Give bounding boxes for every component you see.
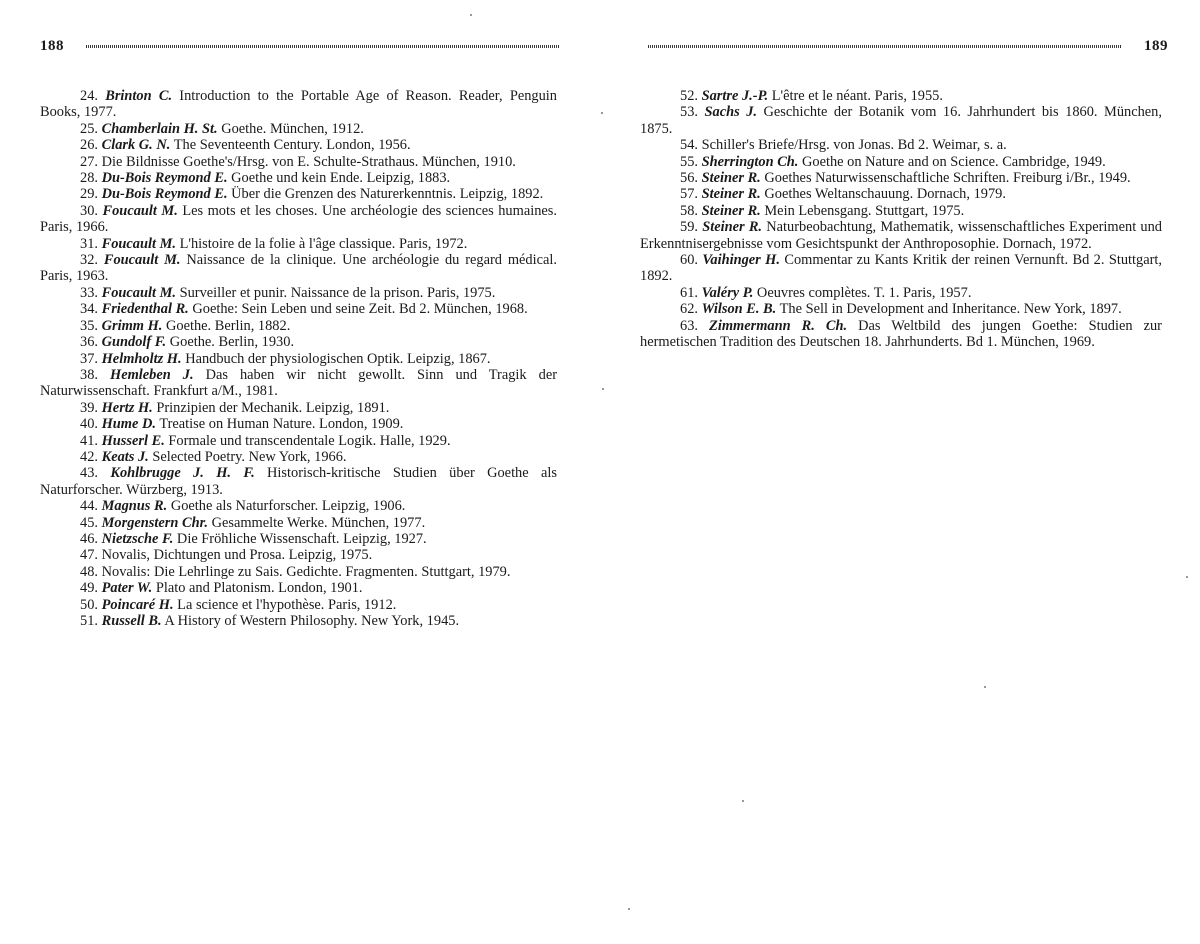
entry-text: Treatise on Human Nature. London, 1909.	[159, 416, 404, 433]
entry-text: Das Weltbild des jungen Goethe: Studien zur hermetischen Tradition des Deutschen 18. Jahrhunderts. Bd 1. München, 1969.	[640, 317, 1162, 351]
entry-number: 49.	[80, 580, 98, 597]
bibliography-entry	[640, 104, 1162, 137]
entry-number: 45.	[80, 514, 98, 531]
entry-text: Prinzipien der Mechanik. Leipzig, 1891.	[156, 399, 390, 416]
entry-author: Brinton C.	[105, 88, 173, 104]
entry-author: Nietzsche F.	[101, 530, 174, 547]
bibliography-entry	[40, 515, 557, 531]
entry-number: 38.	[80, 366, 98, 383]
bibliography-entry	[640, 285, 1162, 301]
entry-text: Geschichte der Botanik vom 16. Jahrhundert bis 1860. München, 1875.	[640, 104, 1162, 137]
entry-author: Sartre J.-P.	[701, 88, 769, 104]
bibliography-list	[40, 88, 557, 629]
entry-number: 47.	[80, 547, 98, 564]
entry-author: Pater W.	[101, 580, 153, 597]
entry-number: 40.	[80, 416, 98, 433]
entry-text: Goethe on Nature and on Science. Cambridge, 1949.	[802, 153, 1106, 170]
bibliography-entry	[40, 564, 557, 580]
entry-text: L'histoire de la folie à l'âge classique. Paris, 1972.	[179, 235, 468, 252]
scan-speck	[628, 908, 630, 910]
entry-text: Formale und transcendentale Logik. Halle, 1929.	[168, 432, 451, 449]
bibliography-entry	[640, 203, 1162, 219]
entry-number: 50.	[80, 596, 98, 613]
header-rule	[648, 45, 1122, 48]
bibliography-entry	[40, 498, 557, 514]
entry-text: Goethes Naturwissenschaftliche Schriften. Freiburg i/Br., 1949.	[764, 170, 1131, 187]
entry-text: Goethe und kein Ende. Leipzig, 1883.	[231, 170, 451, 187]
entry-text: Naissance de la clinique. Une archéologie du regard médical. Paris, 1963.	[40, 252, 557, 285]
entry-author: Friedenthal R.	[101, 301, 189, 318]
bibliography-entry	[40, 580, 557, 596]
bibliography-entry	[640, 318, 1162, 351]
page-number: 189	[1144, 38, 1168, 54]
bibliography-entry	[640, 154, 1162, 170]
entry-author: Foucault M.	[102, 202, 178, 219]
entry-text: L'être et le néant. Paris, 1955.	[771, 88, 943, 104]
entry-number: 30.	[80, 202, 98, 219]
bibliography-entry	[40, 236, 557, 252]
scan-speck	[601, 112, 603, 114]
entry-text: Über die Grenzen des Naturerkenntnis. Leipzig, 1892.	[231, 186, 544, 203]
entry-text: Goethes Weltanschauung. Dornach, 1979.	[764, 186, 1006, 203]
entry-number: 59.	[680, 219, 698, 236]
bibliography-entry	[40, 186, 557, 202]
page-number: 188	[40, 38, 64, 54]
bibliography-entry	[40, 613, 557, 629]
entry-text: Commentar zu Kants Kritik der reinen Vernunft. Bd 2. Stuttgart, 1892.	[640, 252, 1162, 285]
header-rule	[86, 45, 560, 48]
bibliography-entry	[40, 531, 557, 547]
entry-number: 57.	[680, 186, 698, 203]
entry-author: Valéry P.	[701, 284, 754, 301]
entry-author: Hertz H.	[101, 399, 153, 416]
entry-number: 28.	[80, 170, 98, 187]
entry-text: Handbuch der physiologischen Optik. Leipzig, 1867.	[185, 350, 491, 367]
entry-author: Steiner R.	[701, 202, 761, 219]
entry-author: Husserl E.	[101, 432, 165, 449]
entry-text: Plato and Platonism. London, 1901.	[155, 580, 363, 597]
entry-number: 55.	[680, 153, 698, 170]
bibliography-entry	[40, 351, 557, 367]
bibliography-entry	[640, 88, 1162, 104]
entry-author: Steiner R.	[701, 186, 761, 203]
entry-number: 32.	[80, 252, 98, 269]
entry-author: Wilson E. B.	[701, 301, 777, 318]
entry-text: La science et l'hypothèse. Paris, 1912.	[177, 596, 397, 613]
entry-number: 62.	[680, 301, 698, 318]
entry-number: 39.	[80, 399, 98, 416]
entry-number: 58.	[680, 202, 698, 219]
entry-number: 29.	[80, 186, 98, 203]
entry-number: 60.	[680, 252, 698, 269]
entry-text: Gesammelte Werke. München, 1977.	[211, 514, 426, 531]
entry-number: 61.	[680, 284, 698, 301]
bibliography-entry	[40, 88, 557, 121]
entry-number: 56.	[680, 170, 698, 187]
entry-text: Selected Poetry. New York, 1966.	[152, 448, 347, 465]
entry-text: Naturbeobachtung, Mathematik, wissenschaftliches Experiment und Erkenntnisergebnisse vom Gesichtspunkt der Anthroposophie. Dornach, 1972.	[640, 219, 1162, 252]
right-page	[600, 0, 1200, 944]
bibliography-entry	[640, 186, 1162, 202]
bibliography-entry	[40, 121, 557, 137]
entry-text: Novalis: Die Lehrlinge zu Sais. Gedichte. Fragmenten. Stuttgart, 1979.	[101, 563, 511, 580]
scan-speck	[602, 388, 604, 390]
entry-text: Die Fröhliche Wissenschaft. Leipzig, 1927.	[176, 530, 427, 547]
bibliography-entry	[40, 449, 557, 465]
bibliography-list	[640, 88, 1162, 351]
entry-author: Magnus R.	[101, 498, 168, 515]
entry-author: Sherrington Ch.	[701, 153, 799, 170]
entry-text: Historisch-kritische Studien über Goethe als Naturforscher. Würzberg, 1913.	[40, 465, 557, 498]
entry-text: Surveiller et punir. Naissance de la prison. Paris, 1975.	[179, 284, 496, 301]
bibliography-entry	[40, 154, 557, 170]
bibliography-entry	[640, 170, 1162, 186]
bibliography-entry	[40, 416, 557, 432]
entry-author: Morgenstern Chr.	[101, 514, 208, 531]
entry-number: 48.	[80, 563, 98, 580]
bibliography-entry	[40, 252, 557, 285]
entry-text: Goethe. München, 1912.	[221, 120, 364, 137]
entry-number: 27.	[80, 153, 98, 170]
entry-number: 63.	[680, 317, 698, 334]
entry-number: 44.	[80, 498, 98, 515]
entry-author: Helmholtz H.	[101, 350, 182, 367]
entry-author: Foucault M.	[103, 252, 181, 269]
bibliography-entry	[40, 367, 557, 400]
bibliography-entry	[40, 170, 557, 186]
entry-author: Du-Bois Reymond E.	[101, 170, 228, 187]
bibliography-entry	[40, 334, 557, 350]
entry-author: Sachs J.	[704, 104, 757, 121]
entry-author: Vaihinger H.	[702, 252, 780, 269]
bibliography-entry	[40, 318, 557, 334]
bibliography-entry	[40, 433, 557, 449]
entry-number: 26.	[80, 137, 98, 154]
entry-text: The Sell in Development and Inheritance. New York, 1897.	[779, 301, 1122, 318]
bibliography-entry	[40, 137, 557, 153]
left-page-header	[40, 38, 560, 60]
entry-text: Novalis, Dichtungen und Prosa. Leipzig, 1975.	[101, 547, 373, 564]
entry-number: 36.	[80, 334, 98, 351]
entry-text: Oeuvres complètes. T. 1. Paris, 1957.	[756, 284, 972, 301]
bibliography-entry	[640, 219, 1162, 252]
entry-author: Zimmermann R. Ch.	[709, 317, 848, 334]
bibliography-entry	[640, 252, 1162, 285]
entry-author: Gundolf F.	[101, 334, 167, 351]
entry-number: 34.	[80, 301, 98, 318]
scan-speck	[1186, 576, 1188, 578]
entry-number: 42.	[80, 448, 98, 465]
entry-author: Keats J.	[101, 448, 149, 465]
entry-number: 51.	[80, 613, 98, 629]
right-page-header	[648, 38, 1168, 60]
bibliography-entry	[40, 301, 557, 317]
entry-author: Steiner R.	[702, 219, 763, 236]
entry-author: Foucault M.	[101, 284, 176, 301]
entry-text: Mein Lebensgang. Stuttgart, 1975.	[764, 202, 965, 219]
entry-number: 33.	[80, 284, 98, 301]
entry-text: Das haben wir nicht gewollt. Sinn und Tragik der Naturwissenschaft. Frankfurt a/M., 1981.	[40, 366, 558, 400]
entry-number: 25.	[80, 120, 98, 137]
bibliography-entry	[40, 203, 557, 236]
entry-number: 53.	[680, 104, 698, 121]
entry-number: 35.	[80, 317, 98, 334]
entry-author: Foucault M.	[101, 235, 176, 252]
bibliography-entry	[640, 137, 1162, 153]
entry-author: Clark G. N.	[101, 137, 171, 154]
entry-author: Steiner R.	[701, 170, 761, 187]
entry-author: Poincaré H.	[101, 596, 174, 613]
scan-speck	[742, 800, 744, 802]
entry-author: Kohlbrugge J. H. F.	[110, 465, 255, 482]
entry-author: Du-Bois Reymond E.	[101, 186, 228, 203]
entry-number: 37.	[80, 350, 98, 367]
entry-text: Goethe. Berlin, 1930.	[169, 334, 295, 351]
entry-author: Chamberlain H. St.	[101, 120, 218, 137]
entry-number: 43.	[80, 465, 98, 482]
entry-author: Hume D.	[101, 416, 156, 433]
entry-number: 46.	[80, 530, 98, 547]
entry-text: Goethe. Berlin, 1882.	[166, 317, 291, 334]
bibliography-entry	[40, 465, 557, 498]
entry-text: Introduction to the Portable Age of Reason. Reader, Penguin Books, 1977.	[40, 88, 557, 121]
entry-number: 54.	[680, 137, 698, 154]
scan-speck	[984, 686, 986, 688]
bibliography-entry	[640, 301, 1162, 317]
entry-number: 41.	[80, 432, 98, 449]
entry-number: 24.	[80, 88, 98, 104]
entry-number: 31.	[80, 235, 98, 252]
entry-text: Die Bildnisse Goethe's/Hrsg. von E. Schulte-Strathaus. München, 1910.	[101, 153, 516, 170]
bibliography-entry	[40, 597, 557, 613]
entry-author: Grimm H.	[101, 317, 163, 334]
entry-text: Goethe: Sein Leben und seine Zeit. Bd 2. München, 1968.	[192, 301, 528, 318]
bibliography-entry	[40, 285, 557, 301]
entry-author: Russell B.	[101, 613, 162, 629]
entry-number: 52.	[680, 88, 698, 104]
bibliography-entry	[40, 547, 557, 563]
scan-speck	[470, 14, 472, 16]
entry-author: Hemleben J.	[110, 366, 194, 383]
entry-text: The Seventeenth Century. London, 1956.	[173, 137, 411, 154]
entry-text: A History of Western Philosophy. New York, 1945.	[164, 613, 460, 629]
entry-text: Les mots et les choses. Une archéologie des sciences humaines. Paris, 1966.	[40, 202, 557, 236]
entry-text: Schiller's Briefe/Hrsg. von Jonas. Bd 2. Weimar, s. a.	[701, 137, 1007, 154]
bibliography-entry	[40, 400, 557, 416]
entry-text: Goethe als Naturforscher. Leipzig, 1906.	[170, 498, 406, 515]
